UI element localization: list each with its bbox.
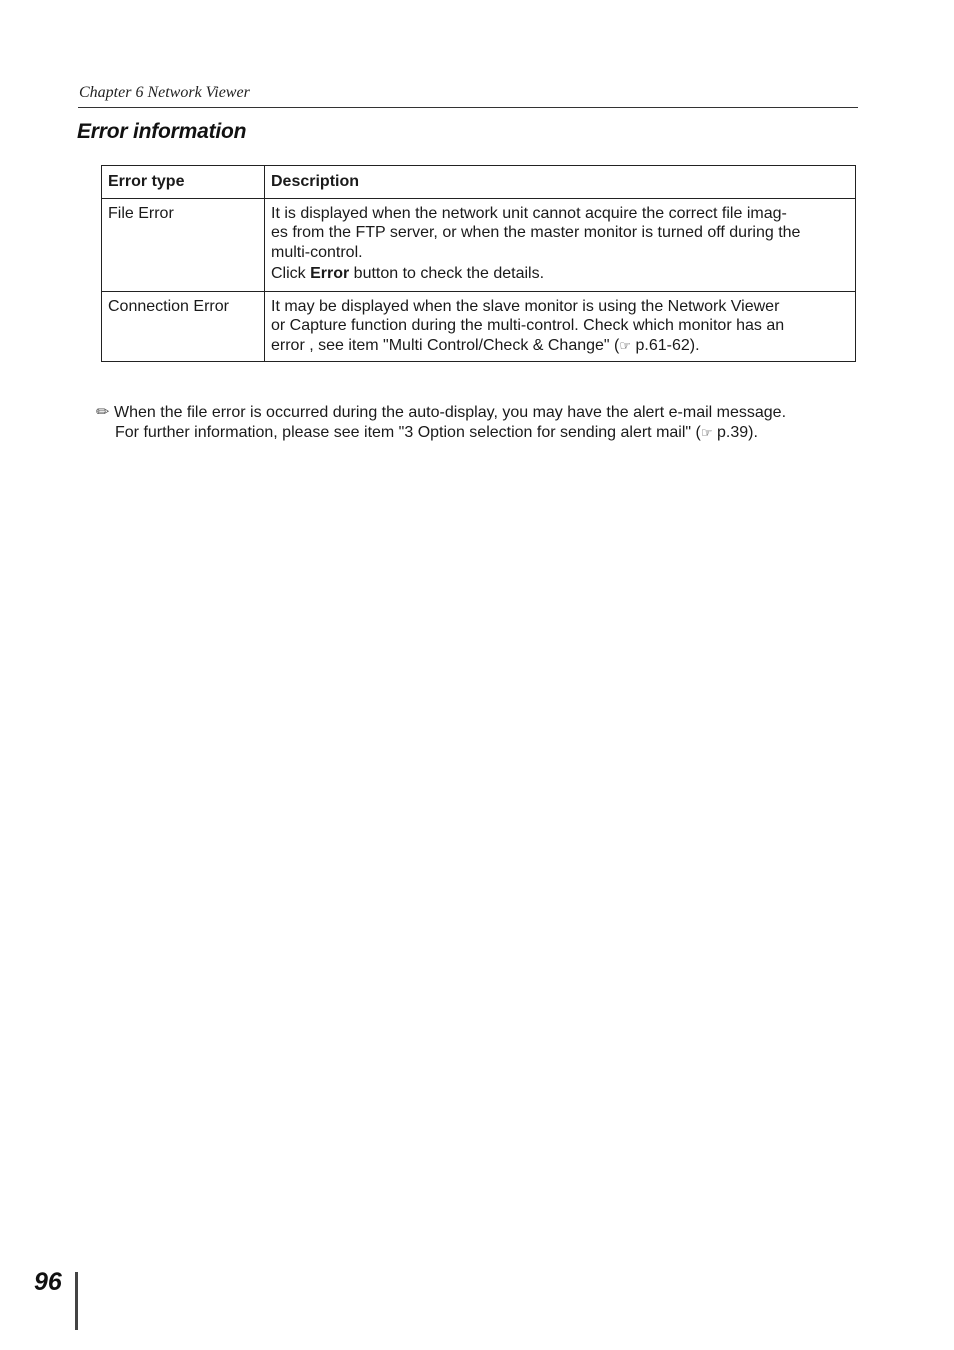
- description-line: It may be displayed when the slave monitor is using the Network Viewer: [271, 297, 780, 315]
- pointing-hand-icon: ☞: [619, 337, 632, 353]
- description-text: Click: [271, 265, 311, 282]
- note-line: When the file error is occurred during the auto-display, you may have the alert e-mail message.: [114, 404, 787, 421]
- description-text: button to check the details.: [349, 265, 545, 282]
- table-row: [102, 291, 856, 362]
- pointing-hand-icon: ☞: [700, 424, 713, 440]
- description-cell: [265, 198, 856, 291]
- pencil-icon: ✏: [96, 404, 110, 421]
- error-button-reference: Error: [310, 265, 350, 282]
- note: [96, 403, 866, 442]
- description-line: It is displayed when the network unit cannot acquire the correct file imag-: [271, 204, 787, 222]
- header-divider: [78, 107, 858, 108]
- chapter-header: Chapter 6 Network Viewer: [79, 84, 250, 101]
- description-cell: [265, 291, 856, 362]
- note-line: For further information, please see item "3 Option selection for sending alert mail" (: [115, 423, 701, 441]
- page-number: 96: [34, 1268, 62, 1296]
- page-number-bar: [75, 1272, 78, 1330]
- table-header-row: [102, 166, 856, 199]
- error-table: [101, 165, 856, 362]
- page-reference: p.61-62).: [635, 336, 700, 354]
- description-line: multi-control.: [271, 243, 363, 261]
- page-reference: p.39).: [716, 423, 758, 441]
- description-line: or Capture function during the multi-control. Check which monitor has an: [271, 317, 785, 334]
- description-line: es from the FTP server, or when the master monitor is turned off during the: [271, 224, 801, 241]
- section-title: Error information: [77, 120, 247, 143]
- column-header-error-type: Error type: [102, 166, 265, 199]
- error-type-cell: Connection Error: [102, 291, 265, 362]
- column-header-description: Description: [265, 166, 856, 199]
- error-type-cell: File Error: [102, 198, 265, 291]
- table-row: [102, 198, 856, 291]
- description-line: error , see item "Multi Control/Check & Change" (: [271, 336, 620, 354]
